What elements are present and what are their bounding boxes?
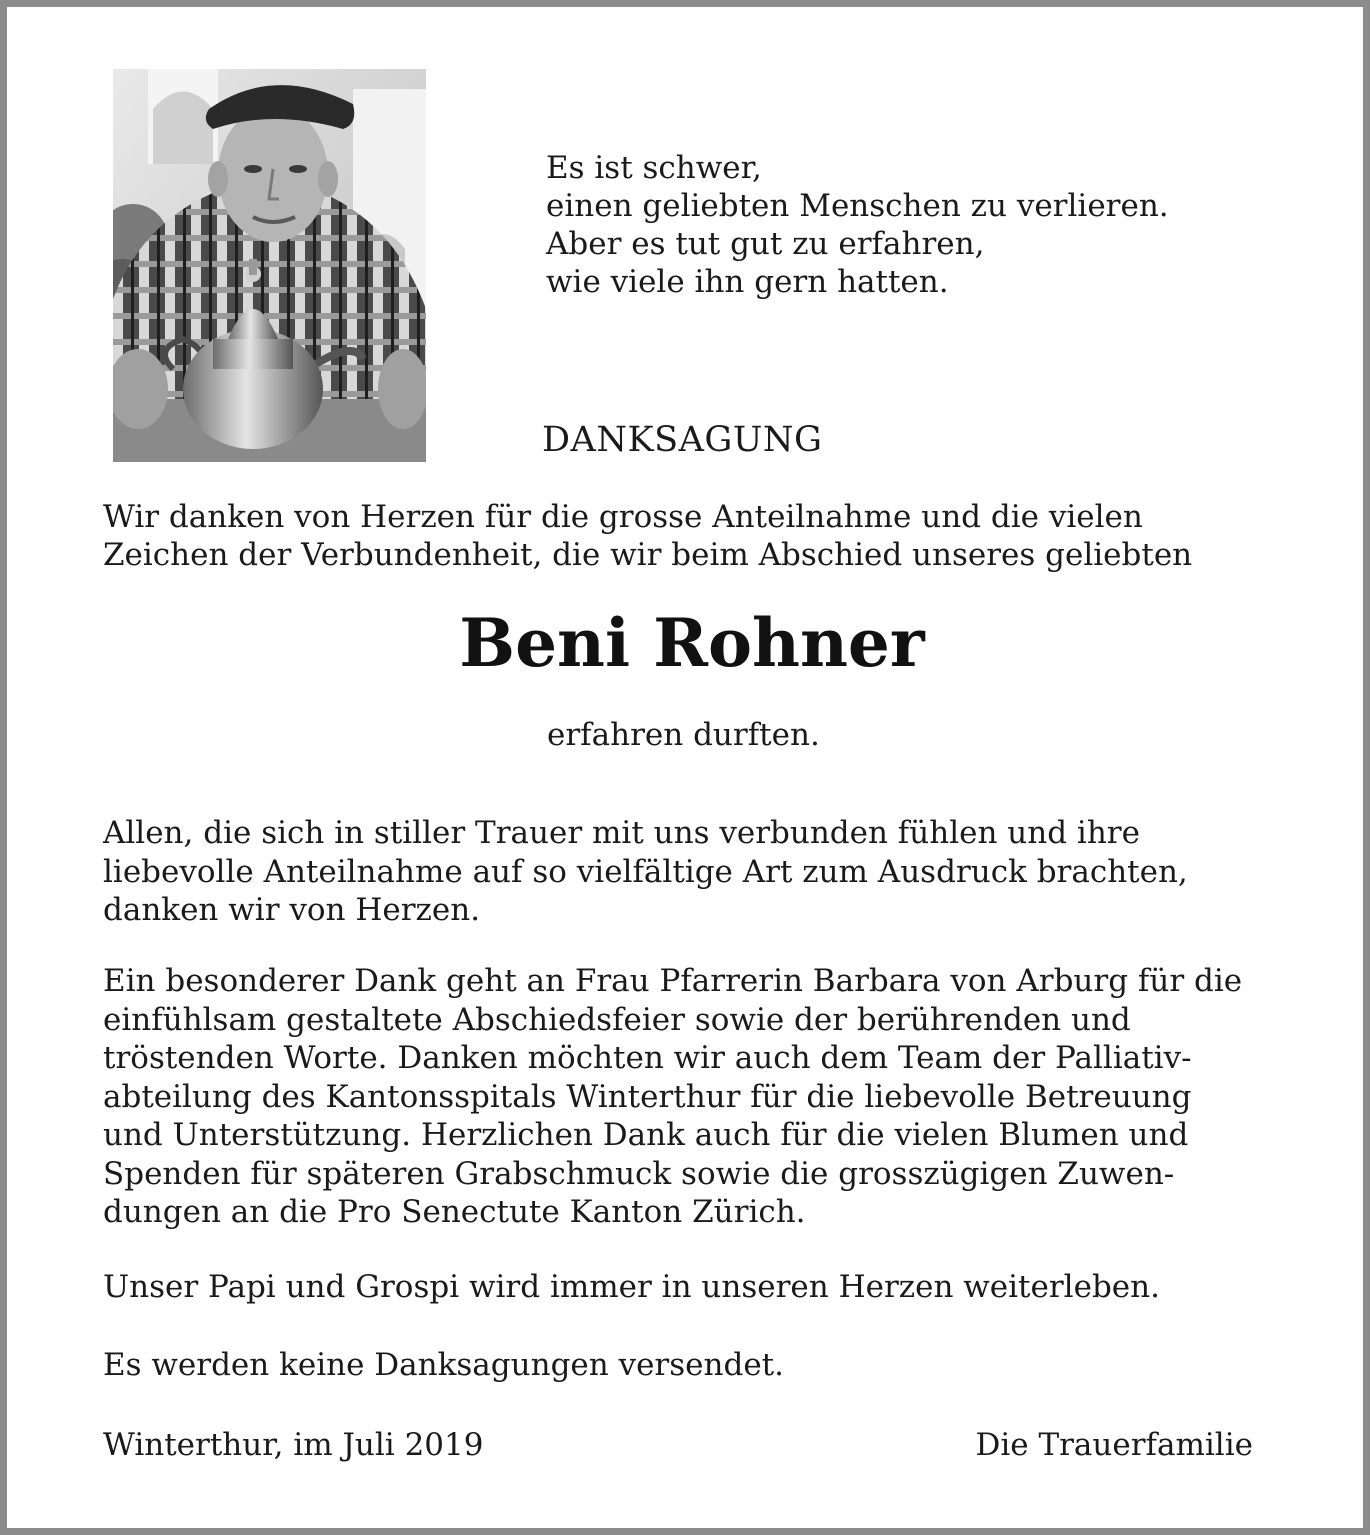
paragraph-thanks xyxy=(103,814,1323,930)
signature: Die Trauerfamilie xyxy=(975,1427,1253,1463)
place-date: Winterthur, im Juli 2019 xyxy=(103,1427,484,1463)
portrait-photo xyxy=(113,69,426,462)
intro-line: Wir danken von Herzen für die grosse Anteilnahme und die vielen xyxy=(103,499,1143,535)
paragraph-line: liebevolle Anteilnahme auf so vielfältige Art zum Ausdruck brachten, xyxy=(103,853,1188,890)
paragraph-special-thanks xyxy=(103,962,1323,1232)
paragraph-line: Unser Papi und Grospi wird immer in unseren Herzen weiterleben. xyxy=(103,1269,1160,1305)
quote-line: wie viele ihn gern hatten. xyxy=(546,264,949,300)
paragraph-line: Es werden keine Danksagungen versendet. xyxy=(103,1347,784,1383)
notice-title: DANKSAGUNG xyxy=(542,420,823,460)
quote-line: Aber es tut gut zu erfahren, xyxy=(546,226,985,262)
quote-line: Es ist schwer, xyxy=(546,150,762,186)
intro-line: Zeichen der Verbundenheit, die wir beim Abschied unseres geliebten xyxy=(103,537,1193,573)
intro-continuation: erfahren durften. xyxy=(547,717,820,753)
intro-text xyxy=(103,498,1303,574)
paragraph-line: abteilung des Kantonsspitals Winterthur für die liebevolle Betreuung xyxy=(103,1078,1192,1115)
paragraph-line: danken wir von Herzen. xyxy=(103,892,481,928)
quote-line: einen geliebten Menschen zu verlieren. xyxy=(546,188,1169,224)
paragraph-line: Spenden für späteren Grabschmuck sowie die grosszügigen Zuwen- xyxy=(103,1155,1175,1192)
paragraph-no-cards xyxy=(103,1346,1323,1385)
paragraph-line: und Unterstützung. Herzlichen Dank auch für die vielen Blumen und xyxy=(103,1117,1189,1153)
paragraph-line: Ein besonderer Dank geht an Frau Pfarrerin Barbara von Arburg für die xyxy=(103,963,1243,999)
paragraph-line: Allen, die sich in stiller Trauer mit uns verbunden fühlen und ihre xyxy=(103,815,1140,851)
paragraph-memory xyxy=(103,1268,1323,1307)
paragraph-line: dungen an die Pro Senectute Kanton Zürich. xyxy=(103,1194,806,1230)
portrait-photo-icon xyxy=(113,69,426,462)
paragraph-line: tröstenden Worte. Danken möchten wir auch dem Team der Palliativ- xyxy=(103,1040,1192,1076)
deceased-name: Beni Rohner xyxy=(459,604,925,682)
quote-block xyxy=(546,149,1306,301)
paragraph-line: einfühlsam gestaltete Abschiedsfeier sowie der berührenden und xyxy=(103,1001,1131,1038)
